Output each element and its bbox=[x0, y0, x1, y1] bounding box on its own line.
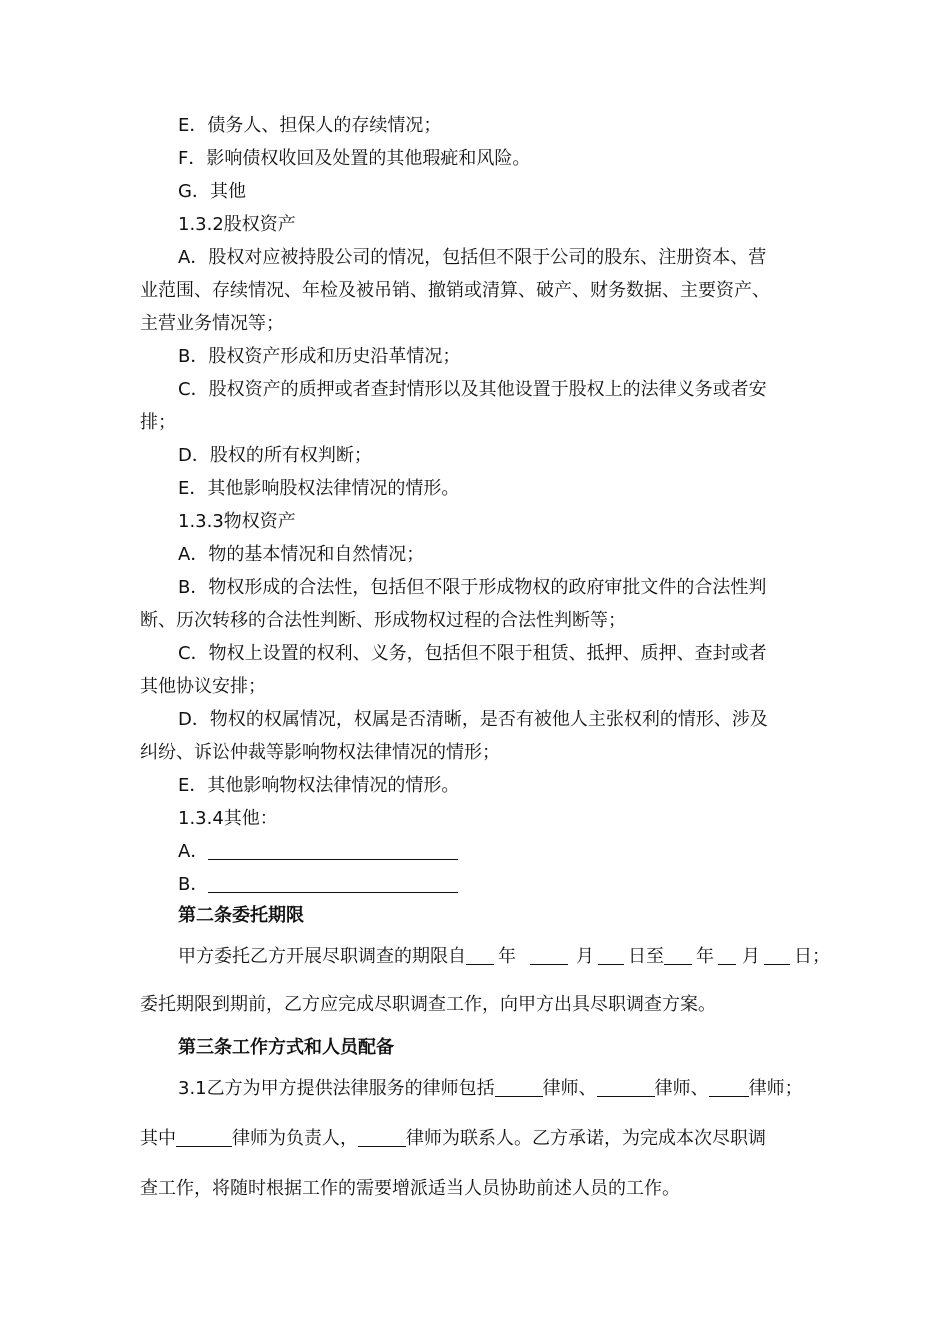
lawyer-1-blank[interactable] bbox=[495, 1078, 543, 1097]
article-2-term-line bbox=[178, 946, 868, 968]
article-3-lawyers-line bbox=[178, 1078, 868, 1100]
other-item-b-label: B． bbox=[178, 874, 209, 895]
other-item-a bbox=[178, 841, 868, 863]
property-item-c-line2: 其他协议安排； bbox=[140, 676, 266, 697]
lead-lawyer-label: 律师为负责人， bbox=[232, 1128, 358, 1149]
among-text: 其中 bbox=[140, 1128, 176, 1149]
section-1-3-2-heading: 1.3.2股权资产 bbox=[178, 214, 296, 235]
equity-item-d: D．股权的所有权判断； bbox=[178, 445, 372, 466]
equity-item-a-line1: A．股权对应被持股公司的情况，包括但不限于公司的股东、注册资本、营 bbox=[178, 247, 767, 268]
equity-item-c-line2: 排； bbox=[140, 412, 176, 433]
property-item-b-line1: B．物权形成的合法性，包括但不限于形成物权的政府审批文件的合法性判 bbox=[178, 577, 767, 598]
property-item-b-line2: 断、历次转移的合法性判断、形成物权过程的合法性判断等； bbox=[140, 610, 626, 631]
property-item-c-line1: C．物权上设置的权利、义务，包括但不限于租赁、抵押、质押、查封或者 bbox=[178, 643, 767, 664]
article-3-heading: 第三条工作方式和人员配备 bbox=[178, 1037, 394, 1058]
lawyer-3-label: 律师； bbox=[748, 1078, 803, 1099]
item-f-debt-risk: F．影响债权收回及处置的其他瑕疵和风险。 bbox=[178, 148, 531, 169]
start-month-blank[interactable] bbox=[530, 946, 568, 965]
property-item-d-line1: D．物权的权属情况，权属是否清晰，是否有被他人主张权利的情形、涉及 bbox=[178, 709, 768, 730]
other-item-a-label: A． bbox=[178, 841, 209, 862]
contact-lawyer-blank[interactable] bbox=[358, 1128, 406, 1147]
property-item-e: E．其他影响物权法律情况的情形。 bbox=[178, 775, 460, 796]
other-item-b bbox=[178, 874, 868, 896]
property-item-d-line2: 纠纷、诉讼仲裁等影响物权法律情况的情形； bbox=[140, 742, 500, 763]
other-item-b-blank[interactable] bbox=[208, 874, 458, 893]
item-g-other: G．其他 bbox=[178, 181, 246, 202]
lawyer-3-blank[interactable] bbox=[709, 1078, 749, 1097]
year-label: 年 bbox=[498, 946, 516, 967]
lawyer-1-label: 律师、 bbox=[542, 1078, 597, 1099]
section-1-3-3-heading: 1.3.3物权资产 bbox=[178, 511, 296, 532]
equity-item-b: B．股权资产形成和历史沿革情况； bbox=[178, 346, 461, 367]
equity-item-e: E．其他影响股权法律情况的情形。 bbox=[178, 478, 460, 499]
equity-item-a-line2: 业范围、存续情况、年检及被吊销、撤销或清算、破产、财务数据、主要资产、 bbox=[140, 280, 770, 301]
article-2-heading: 第二条委托期限 bbox=[178, 905, 304, 926]
lawyer-2-blank[interactable] bbox=[597, 1078, 655, 1097]
end-month-label: 月 bbox=[742, 946, 760, 967]
equity-item-a-line3: 主营业务情况等； bbox=[140, 313, 284, 334]
lawyers-text: 3.1乙方为甲方提供法律服务的律师包括 bbox=[178, 1078, 495, 1099]
end-year-blank[interactable] bbox=[664, 946, 692, 965]
article-3-commit-line: 查工作，将随时根据工作的需要增派适当人员协助前述人员的工作。 bbox=[140, 1178, 680, 1199]
start-day-blank[interactable] bbox=[598, 946, 624, 965]
end-month-blank[interactable] bbox=[718, 946, 736, 965]
lawyer-2-label: 律师、 bbox=[654, 1078, 709, 1099]
equity-item-c-line1: C．股权资产的质押或者查封情形以及其他设置于股权上的法律义务或者安 bbox=[178, 379, 767, 400]
start-year-blank[interactable] bbox=[466, 946, 494, 965]
article-3-roles-line bbox=[140, 1128, 830, 1150]
day-to-label: 日至 bbox=[628, 946, 664, 967]
contact-lawyer-label: 律师为联系人。乙方承诺，为完成本次尽职调 bbox=[406, 1128, 766, 1149]
item-e-debtor-status: E．债务人、担保人的存续情况； bbox=[178, 115, 442, 136]
lead-lawyer-blank[interactable] bbox=[176, 1128, 232, 1147]
end-day-blank[interactable] bbox=[764, 946, 790, 965]
other-item-a-blank[interactable] bbox=[208, 841, 458, 860]
month-label: 月 bbox=[576, 946, 594, 967]
term-text-start: 甲方委托乙方开展尽职调查的期限自 bbox=[178, 946, 466, 967]
end-year-label: 年 bbox=[696, 946, 714, 967]
property-item-a: A．物的基本情况和自然情况； bbox=[178, 544, 425, 565]
end-day-label: 日； bbox=[794, 946, 830, 967]
article-2-term-line2: 委托期限到期前，乙方应完成尽职调查工作，向甲方出具尽职调查方案。 bbox=[140, 994, 716, 1015]
section-1-3-4-heading: 1.3.4其他： bbox=[178, 808, 278, 829]
